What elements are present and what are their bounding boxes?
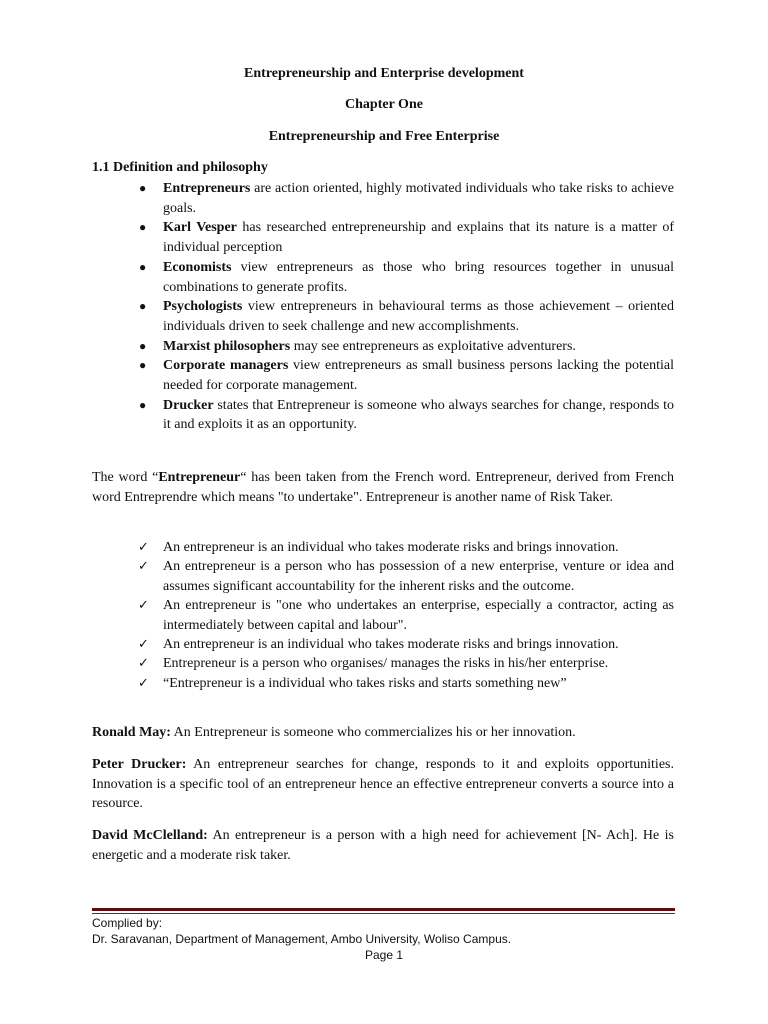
bullet-text: view entrepreneurs in behavioural terms as those achievement – oriented individuals driven to seek challenge and new accomplishments.: [163, 299, 674, 334]
checkmark-icon: ✓: [138, 656, 149, 672]
checkmark-icon: ✓: [138, 637, 149, 653]
footer-compiled-label: Complied by:: [92, 916, 163, 930]
bullet-term: Marxist philosophers: [163, 338, 291, 354]
list-item: [92, 596, 674, 635]
checklist-text: An entrepreneur is "one who undertakes an enterprise, especially a contractor, acting as intermediately between capital and labour".: [163, 598, 674, 633]
quote-peter-drucker: [92, 755, 674, 814]
list-item: [92, 635, 674, 654]
list-item: [92, 297, 674, 336]
list-item: [92, 258, 674, 297]
intro-pre: The word “: [92, 470, 159, 485]
bullet-text: states that Entrepreneur is someone who always searches for change, responds to it and exploits it as an opportunity.: [163, 397, 674, 433]
intro-paragraph: [92, 468, 674, 507]
bullet-icon: ●: [139, 259, 147, 274]
footer-divider-thick: [92, 908, 675, 911]
list-item: [92, 538, 674, 557]
bullet-icon: ●: [139, 358, 147, 373]
checklist-text: An entrepreneur is a person who has possession of a new enterprise, venture or idea and assumes significant accountability for the inherent risks and the outcome.: [163, 559, 674, 594]
document-title: Entrepreneurship and Enterprise development: [244, 66, 524, 81]
bullet-term: Economists: [163, 259, 232, 275]
bullet-icon: ●: [139, 181, 147, 195]
bullet-icon: ●: [139, 299, 147, 314]
checkmark-icon: ✓: [138, 540, 149, 555]
bullet-icon: ●: [139, 338, 147, 353]
list-item: [92, 557, 674, 596]
checklist-text: “Entrepreneur is a individual who takes risks and starts something new”: [163, 675, 567, 691]
definition-bullet-list: [92, 179, 674, 435]
bullet-term: Psychologists: [163, 299, 243, 315]
intro-post: “ has been taken from the French word. Entrepreneur, derived from French word Entreprendre which means "to undertake". Entrepreneur is another name of Risk Taker.: [92, 470, 674, 505]
bullet-text: are action oriented, highly motivated individuals who take risks to achieve goals.: [163, 181, 674, 216]
quote-david-mcclelland: [92, 826, 674, 865]
bullet-term: Corporate managers: [163, 358, 289, 374]
checkmark-icon: ✓: [138, 598, 149, 614]
list-item: [92, 674, 674, 693]
checklist-text: An entrepreneur is an individual who takes moderate risks and brings innovation.: [163, 637, 619, 653]
page-number: Page 1: [364, 948, 404, 962]
list-item: [92, 396, 674, 435]
bullet-text: view entrepreneurs as small business persons lacking the potential needed for corporate management.: [163, 358, 674, 394]
quote-ronald-may: [92, 723, 674, 743]
bullet-icon: ●: [139, 220, 147, 235]
quote-text: An entrepreneur is a person with a high need for achievement [N- Ach]. He is energetic and a moderate risk taker.: [92, 828, 674, 863]
bullet-text: view entrepreneurs as those who bring resources together in unusual combinations to generate profits.: [163, 259, 674, 295]
bullet-term: Entrepreneurs: [163, 181, 251, 196]
checklist: [92, 538, 674, 693]
footer-author: Dr. Saravanan, Department of Management, Ambo University, Woliso Campus.: [92, 932, 512, 946]
bullet-term: Karl Vesper: [163, 220, 237, 236]
bullet-text: may see entrepreneurs as exploitative adventurers.: [290, 338, 576, 354]
section-heading: 1.1 Definition and philosophy: [92, 160, 268, 175]
quote-text: An Entrepreneur is someone who commercializes his or her innovation.: [170, 725, 576, 740]
quote-text: An entrepreneur searches for change, responds to it and exploits opportunities. Innovation is a specific tool of an entrepreneur hence an effective entrepreneur converts a source into a resource.: [92, 757, 674, 812]
checklist-text: Entrepreneur is a person who organises/ manages the risks in his/her enterprise.: [163, 656, 609, 672]
footer-divider-thin: [92, 913, 675, 914]
list-item: [92, 356, 674, 395]
bullet-text: has researched entrepreneurship and explains that its nature is a matter of individual perception: [163, 220, 674, 256]
checklist-text: An entrepreneur is an individual who takes moderate risks and brings innovation.: [163, 540, 619, 555]
list-item: [92, 218, 674, 257]
chapter-heading: Chapter One: [345, 97, 423, 112]
chapter-subtitle: Entrepreneurship and Free Enterprise: [268, 129, 500, 144]
quote-author: Ronald May:: [92, 725, 171, 740]
list-item: [92, 179, 674, 218]
checkmark-icon: ✓: [138, 675, 149, 691]
list-item: [92, 654, 674, 673]
intro-term: Entrepreneur: [158, 470, 241, 485]
bullet-icon: ●: [139, 397, 147, 412]
checkmark-icon: ✓: [138, 559, 149, 575]
quote-author: Peter Drucker:: [92, 757, 187, 772]
list-item: [92, 337, 674, 357]
bullet-term: Drucker: [163, 397, 214, 413]
quote-author: David McClelland:: [92, 828, 208, 843]
